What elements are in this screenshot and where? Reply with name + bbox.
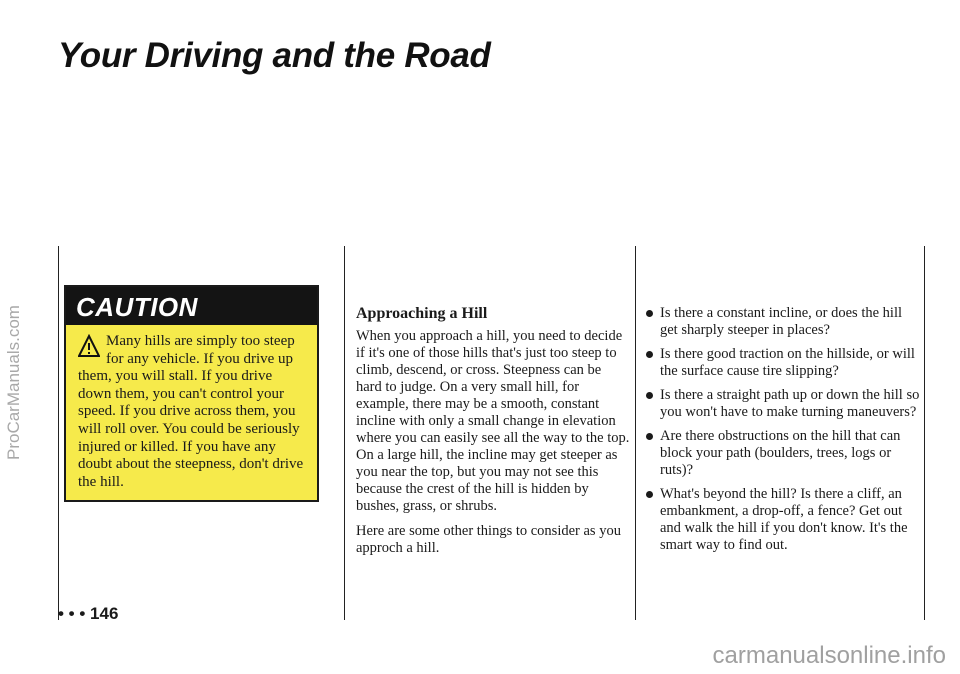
side-watermark: ProCarManuals.com xyxy=(4,305,23,460)
list-item: Are there obstructions on the hill that can block your path (boulders, trees, logs or ruts)? xyxy=(645,428,921,479)
list-item: What's beyond the hill? Is there a cliff, an embankment, a drop-off, a fence? Get out and walk the hill if you don't know. It's the smart way to find out. xyxy=(645,486,921,554)
checklist-column xyxy=(645,305,921,561)
list-item: Is there a straight path up or down the hill so you won't have to make turning maneuvers? xyxy=(645,387,921,421)
page-number-value: 146 xyxy=(90,604,119,623)
column-rule-far-right xyxy=(924,246,925,620)
caution-box xyxy=(64,285,319,502)
approach-column xyxy=(356,305,630,565)
caution-label: CAUTION xyxy=(66,287,317,325)
bottom-watermark: carmanualsonline.info xyxy=(712,642,946,669)
page-number xyxy=(58,604,118,624)
warning-triangle-icon xyxy=(78,334,100,358)
column-rule-right xyxy=(635,246,636,620)
section-heading: Approaching a Hill xyxy=(356,305,488,322)
section-paragraph-1: When you approach a hill, you need to decide if it's one of those hills that's just too steep to climb, descend, or cross. Steepness can be hard to judge. On a very small hill, for example, there may be a smooth, constant incline with only a small change in elevation where you can easily see all the way to the top. On a large hill, the incline may get steeper as you near the top, but you may not see this because the crest of the hill is hidden by bushes, grass, or shrubs. xyxy=(356,328,630,514)
section-paragraph-2: Here are some other things to consider as you approch a hill. xyxy=(356,523,621,556)
list-item: Is there good traction on the hillside, or will the surface cause tire slipping? xyxy=(645,346,921,380)
page-title: Your Driving and the Road xyxy=(58,36,491,75)
caution-text: Many hills are simply too steep for any vehicle. If you drive up them, you will stall. If you drive down them, you can't control your speed. If you drive across them, you will roll over. You could be seriously injured or killed. If you have any doubt about the steepness, don't drive the hill. xyxy=(78,333,304,490)
column-rule-middle xyxy=(344,246,345,620)
hill-checklist xyxy=(645,305,921,554)
list-item: Is there a constant incline, or does the hill get sharply steeper in places? xyxy=(645,305,921,339)
column-rule-left xyxy=(58,246,59,620)
page-number-dots: • • • xyxy=(58,604,86,623)
